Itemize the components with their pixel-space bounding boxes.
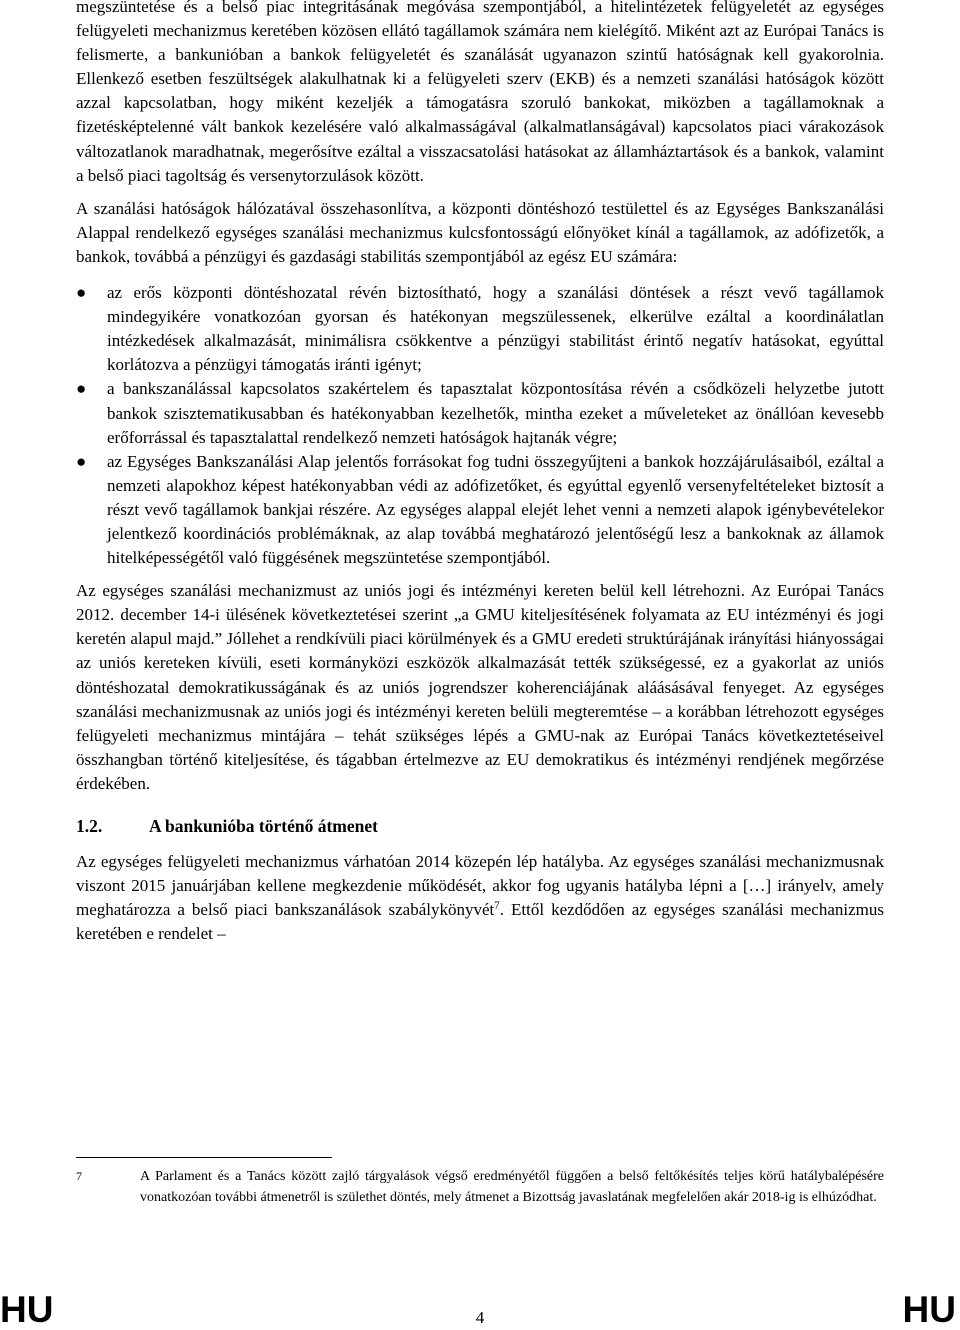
bullet-icon: ● (76, 451, 87, 471)
bullet-icon: ● (76, 283, 87, 303)
footer-language-left: HU (0, 1289, 54, 1330)
bullet-icon: ● (76, 379, 87, 399)
list-item (76, 281, 884, 377)
paragraph-4 (76, 850, 884, 946)
footnote-separator (76, 1157, 332, 1158)
footnote-text: A Parlament és a Tanács között zajló tárgyalások végső eredményétől függően a belső feltőkésítés teljes körű hatálybalépésére vonatkozóan további átmenetről is születhet döntés, mely átmenet a Bizottság javaslatának megfelelően akár 2018-ig is elhúzódhat. (140, 1169, 884, 1205)
list-item-text: a bankszanálással kapcsolatos szakértelem és tapasztalat központosítása révén a csődközeli helyzetbe jutott bankok szisztematikusabban és hatékonyabban kezelhetők, mintha ezeket a műveleteket az önállóan kevesebb erőforrással és tapasztalattal rendelkező nemzeti hatóságok hajtanák végre; (107, 379, 884, 447)
paragraph-4-end: . Ettől kezdődően az egységes szanálási mechanizmus keretében e rendelet – (76, 900, 884, 944)
paragraph-4-start: Az egységes felügyeleti mechanizmus várhatóan 2014 közepén lép hatályba. Az egységes szanálási mechanizmusnak viszont 2015 januárjában kellene megkezdenie működését, akkor fog ugyanis hatályba lépni a […] irányelv, amely meghatározza a belső piaci bankszanálások szabálykönyvét (76, 852, 884, 920)
paragraph-2: A szanálási hatóságok hálózatával összehasonlítva, a központi döntéshozó testülettel és az Egységes Bankszanálási Alappal rendelkező egységes szanálási mechanizmus kulcsfontosságú előnyöket kínál a tagállamok, az adófizetők, a bankok, továbbá a pénzügyi és gazdasági stabilitás szempontjából az egész EU számára: (76, 198, 884, 266)
paragraph-1: megszüntetése és a belső piac integritásának megóvása szempontjából, a hitelintézetek felügyeletét az egységes felügyeleti mechanizmus keretében közösen ellátó tagállamok számára nem kielégítő. Miként azt az Európai Tanács is felismerte, a bankunióban a bankok felügyeletét és szanálását ugyanazon szintű hatóságnak kell gyakorolnia. Ellenkező esetben feszültségek alakulhatnak ki a felügyeleti szerv (EKB) és a nemzeti szanálási hatóságok között azzal kapcsolatban, hogy miként kezeljék a támogatásra szoruló bankokat, miközben a tagállamoknak a fizetésképtelenné vált bankok kezelésére való alkalmasságával (alkalmatlanságával) kapcsolatos piaci várakozások változatlanok maradhatnak, megerősítve ezáltal a visszacsatolási hatásokat az államháztartások és a bankok, valamint a belső piaci tagoltság és versenytorzulások között. (76, 0, 884, 185)
list-item (76, 377, 884, 449)
footnote-number: 7 (76, 1169, 82, 1183)
section-heading (76, 814, 884, 838)
section-number: 1.2. (76, 816, 103, 836)
list-item (76, 450, 884, 570)
section-title: A bankunióba történő átmenet (149, 816, 378, 836)
document-body (76, 0, 884, 955)
footnote-reference[interactable]: 7 (494, 899, 500, 912)
footer-language-right: HU (902, 1289, 956, 1330)
footnote (76, 1166, 884, 1208)
advantages-list (76, 281, 884, 570)
page-number: 4 (475, 1308, 485, 1327)
paragraph-3: Az egységes szanálási mechanizmust az uniós jogi és intézményi kereten belül kell létrehozni. Az Európai Tanács 2012. december 14-i ülésének következtetései szerint „a GMU kiteljesítésének folyamata az EU intézményi és jogi keretén alapul majd.” Jóllehet a rendkívüli piaci körülmények és a GMU eredeti struktúrájának irányítási hiányosságai az uniós kereteken kívüli, eseti kormányközi eszközök alkalmazását tették szükségessé, ez a gyakorlat az uniós döntéshozatal demokratikusságának és az uniós jogrendszer koherenciájának aláásásával fenyeget. Az egységes szanálási mechanizmusnak az uniós jogi és intézményi kereten belüli megteremtése – a korábban létrehozott egységes felügyeleti mechanizmus mintájára – tehát szükséges lépés a GMU-nak az Európai Tanács következtetéseivel összhangban történő kiteljesítése, és tágabban értelmezve az EU demokratikus és intézményi rendjének megőrzése érdekében. (76, 581, 884, 793)
list-item-text: az Egységes Bankszanálási Alap jelentős forrásokat fog tudni összegyűjteni a bankok hozzájárulásaiból, ezáltal a nemzeti alapokhoz képest hatékonyabban védi az adófizetőket, és egyúttal egyenlő versenyfeltételeket biztosít a részt vevő tagállamok bankjai részére. Az egységes alappal elejét lehet venni a nemzeti alapok igénybevételekor jelentkező koordinációs problémáknak, az alap továbbá meghatározó jelentőségű lesz a bankoknak az államok hitelképességétől való függésének megszüntetése szempontjából. (107, 451, 884, 568)
list-item-text: az erős központi döntéshozatal révén biztosítható, hogy a szanálási döntések a részt vevő tagállamok mindegyikére vonatkozóan gyorsan és hatékonyan megszülessenek, elkerülve ezáltal a koordinálatlan intézkedések alkalmazását, minimálisra csökkentve a pénzügyi stabilitást érintő negatív hatásokat, egyúttal korlátozva a pénzügyi támogatás iránti igényt; (107, 283, 884, 375)
